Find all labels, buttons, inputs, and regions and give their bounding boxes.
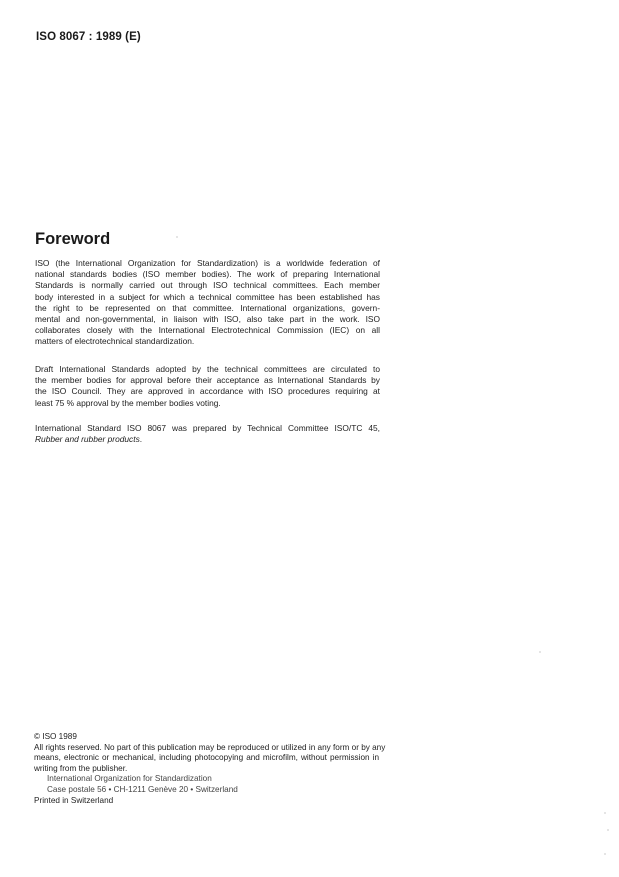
- foreword-paragraph-3: [35, 423, 380, 445]
- text-line: ISO (the International Organization for Standardization) is a worldwide federation of: [35, 258, 380, 268]
- copyright-footer: [34, 732, 386, 806]
- text-line: Draft International Standards adopted by the technical committees are circulated to: [35, 364, 380, 374]
- scan-speck: [604, 853, 606, 855]
- text-line: Standards is normally carried out through ISO technical committees. Each member: [35, 280, 380, 291]
- copyright-line: © ISO 1989: [34, 732, 77, 741]
- text-line: least 75 % approval by the member bodies voting.: [35, 397, 221, 408]
- text-line: the right to be represented on that committee. International organizations, govern-: [35, 302, 380, 313]
- text-line: body interested in a subject for which a technical committee has been established has: [35, 291, 380, 302]
- scan-speck: [176, 236, 178, 238]
- rights-line: All rights reserved. No part of this publication may be reproduced or utilized in any form or by any: [34, 742, 386, 752]
- rights-line: means, electronic or mechanical, including photocopying and microfilm, without permission in: [34, 753, 379, 763]
- text-line: matters of electrotechnical standardization.: [35, 336, 195, 347]
- document-id-header: ISO 8067 : 1989 (E): [36, 31, 141, 43]
- scan-speck: [607, 829, 609, 831]
- text-line: the ISO Council. They are approved in accordance with ISO procedures requiring at: [35, 386, 380, 397]
- period: .: [139, 434, 143, 445]
- text-line: collaborates closely with the International Electrotechnical Commission (IEC) on all: [35, 325, 380, 336]
- printed-in: Printed in Switzerland: [34, 795, 114, 805]
- foreword-paragraph-1: [35, 258, 380, 348]
- text-line: [35, 434, 380, 445]
- scan-speck: [539, 651, 541, 653]
- committee-title: Rubber and rubber products: [35, 434, 140, 445]
- rights-line: writing from the publisher.: [34, 763, 128, 773]
- text-line: the member bodies for approval before their acceptance as International Standards by: [35, 375, 380, 386]
- organization-address: Case postale 56 • CH-1211 Genève 20 • Switzerland: [47, 784, 238, 794]
- foreword-paragraph-2: [35, 364, 380, 409]
- organization-name: International Organization for Standardization: [47, 774, 212, 784]
- text-line: mental and non-governmental, in liaison with ISO, also take part in the work. ISO: [35, 314, 380, 325]
- scan-speck: [604, 812, 606, 814]
- page-title: Foreword: [35, 230, 111, 248]
- text-line: national standards bodies (ISO member bodies). The work of preparing International: [35, 269, 380, 280]
- text-line: International Standard ISO 8067 was prepared by Technical Committee ISO/TC 45,: [35, 423, 380, 433]
